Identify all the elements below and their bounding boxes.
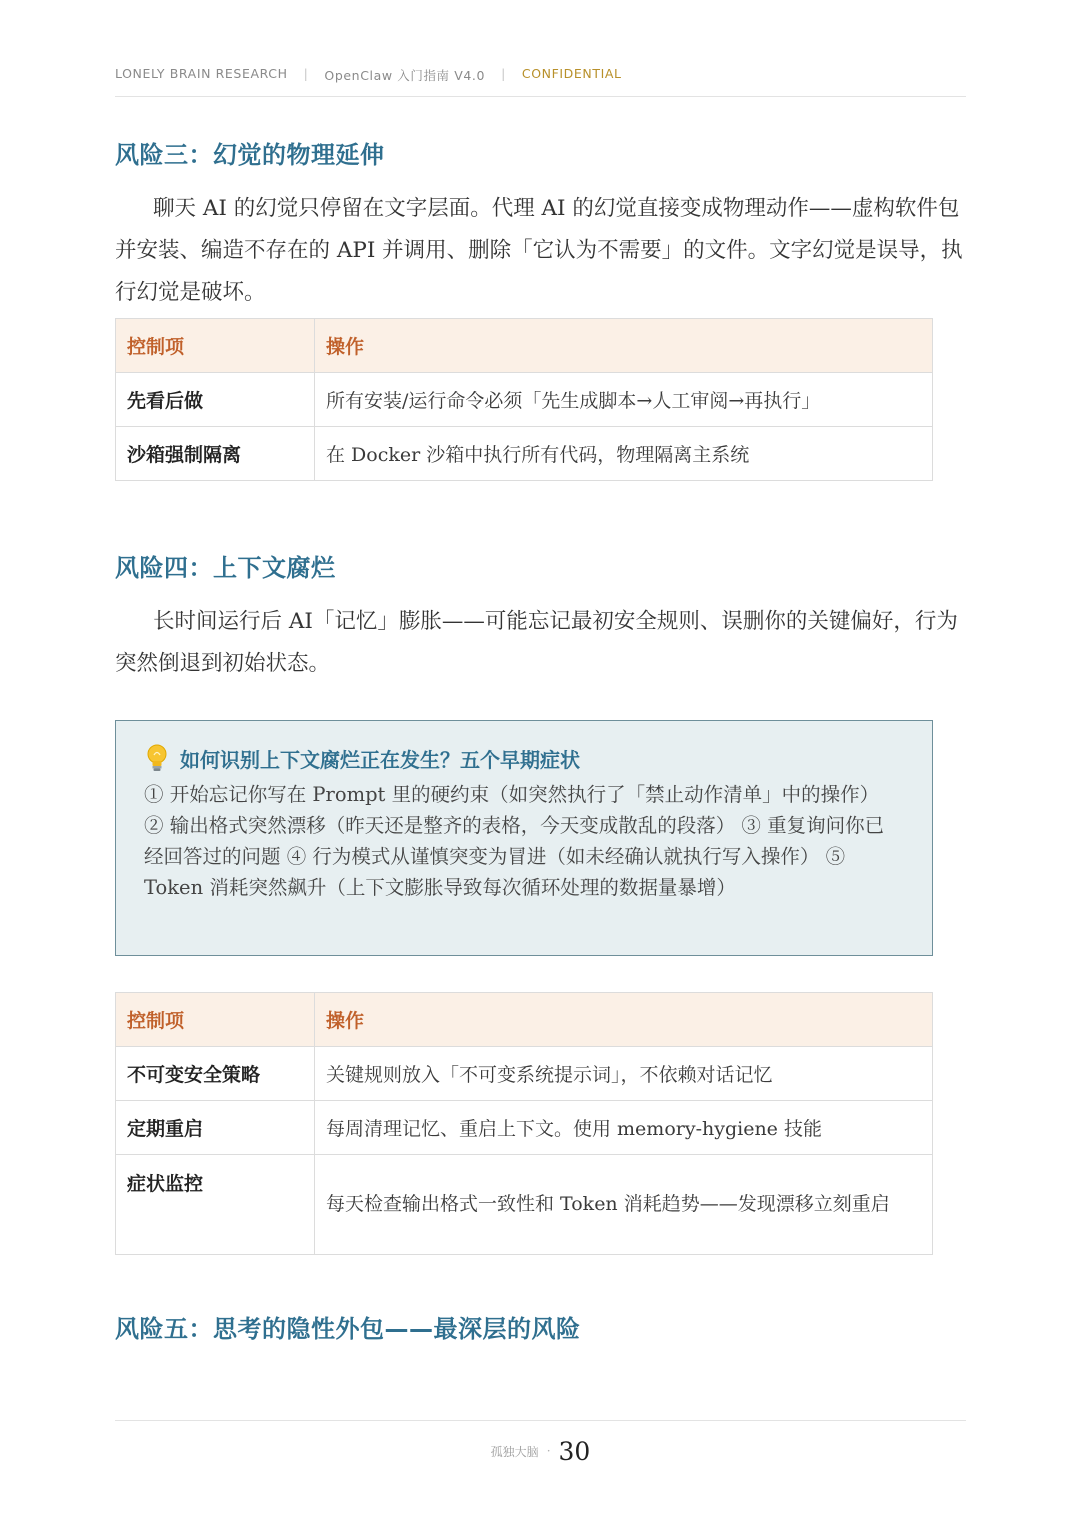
control-item-cell: 先看后做 bbox=[116, 373, 315, 427]
page-header bbox=[115, 66, 966, 97]
table-header-row bbox=[116, 993, 933, 1047]
table-header-cell: 控制项 bbox=[116, 993, 315, 1047]
table-header-cell: 操作 bbox=[315, 319, 933, 373]
page-footer bbox=[115, 1420, 966, 1481]
table-header-cell: 控制项 bbox=[116, 319, 315, 373]
control-item-cell: 定期重启 bbox=[116, 1101, 315, 1155]
page-number: 30 bbox=[558, 1436, 591, 1466]
header-doc-title: OpenClaw 入门指南 V4.0 bbox=[324, 68, 486, 83]
action-cell: 所有安装/运行命令必须「先生成脚本→人工审阅→再执行」 bbox=[315, 373, 933, 427]
action-cell: 在 Docker 沙箱中执行所有代码，物理隔离主系统 bbox=[315, 427, 933, 481]
header-org: LONELY BRAIN RESEARCH bbox=[115, 66, 288, 81]
table-row bbox=[116, 373, 933, 427]
header-classification: CONFIDENTIAL bbox=[521, 66, 622, 81]
action-cell: 每天检查输出格式一致性和 Token 消耗趋势——发现漂移立刻重启 bbox=[315, 1155, 933, 1255]
callout-box bbox=[115, 720, 933, 956]
control-item-cell: 症状监控 bbox=[116, 1155, 315, 1255]
table-row bbox=[116, 1155, 933, 1255]
control-table-risk-4 bbox=[115, 992, 933, 1255]
control-item-cell: 沙箱强制隔离 bbox=[116, 427, 315, 481]
section-heading-risk-5: 风险五：思考的隐性外包——最深层的风险 bbox=[115, 1315, 581, 1343]
footer-brand: 孤独大脑 bbox=[490, 1444, 539, 1459]
section-paragraph-risk-3: 聊天 AI 的幻觉只停留在文字层面。代理 AI 的幻觉直接变成物理动作——虚构软件包并安装、编造不存在的 API 并调用、删除「它认为不需要」的文件。文字幻觉是误导，执行幻觉是破坏。 bbox=[115, 196, 963, 305]
callout-title-row bbox=[144, 743, 902, 773]
section-heading-risk-3: 风险三：幻觉的物理延伸 bbox=[115, 141, 385, 169]
callout-body: ① 开始忘记你写在 Prompt 里的硬约束（如突然执行了「禁止动作清单」中的操作） ② 输出格式突然漂移（昨天还是整齐的表格，今天变成散乱的段落） ③ 重复询问你已经回答过的问题 ④ 行为模式从谨慎突变为冒进（如未经确认就执行写入操作） ⑤ Token 消耗突然飙升（上下文膨胀导致每次循环处理的数据量暴增） bbox=[144, 783, 885, 899]
action-cell: 每周清理记忆、重启上下文。使用 memory-hygiene 技能 bbox=[315, 1101, 933, 1155]
callout-title: 如何识别上下文腐烂正在发生？五个早期症状 bbox=[180, 747, 580, 772]
section-heading-risk-4: 风险四：上下文腐烂 bbox=[115, 554, 336, 582]
section-paragraph-risk-4: 长时间运行后 AI「记忆」膨胀——可能忘记最初安全规则、误删你的关键偏好，行为突然倒退到初始状态。 bbox=[115, 609, 958, 676]
header-separator: | bbox=[501, 66, 506, 81]
table-header-row bbox=[116, 319, 933, 373]
action-cell: 关键规则放入「不可变系统提示词」，不依赖对话记忆 bbox=[315, 1047, 933, 1101]
control-table-risk-3 bbox=[115, 318, 933, 481]
header-separator: | bbox=[303, 66, 309, 81]
lightbulb-icon bbox=[144, 743, 170, 773]
control-item-cell: 不可变安全策略 bbox=[116, 1047, 315, 1101]
table-header-cell: 操作 bbox=[315, 993, 933, 1047]
table-row bbox=[116, 1101, 933, 1155]
table-row bbox=[116, 1047, 933, 1101]
table-row bbox=[116, 427, 933, 481]
footer-dot: · bbox=[546, 1444, 551, 1458]
